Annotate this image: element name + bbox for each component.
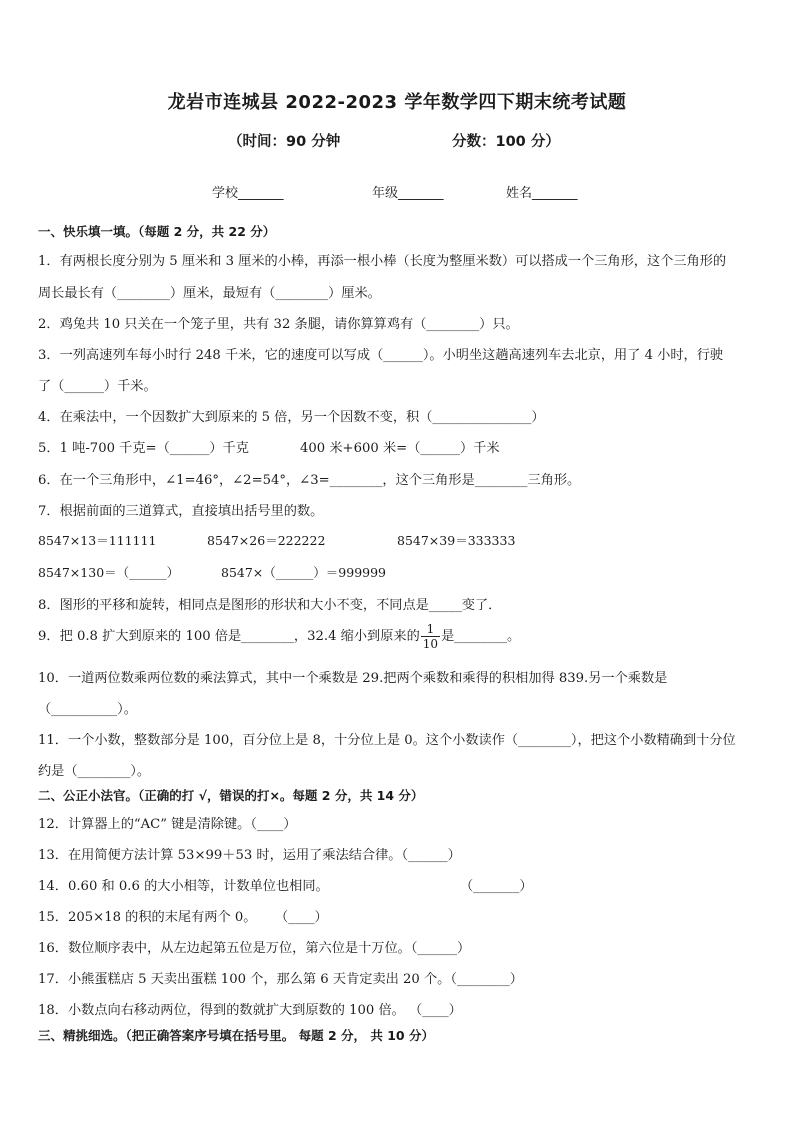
question-8: 8．图形的平移和旋转，相同点是图形的形状和大小不变，不同点是_____变了． [38,598,502,613]
question-7: 7．根据前面的三道算式，直接填出括号里的数。 [38,504,324,519]
question-6: 6．在一个三角形中，∠1=46°，∠2=54°，∠3=________，这个三角形是________三角形。 [38,473,581,488]
question-14: 14．0.60 和 0.6 的大小相等，计数单位也相同。 [38,879,329,894]
question-18: 18．小数点向右移动两位，得到的数就扩大到原数的 100 倍。 （____） [38,1003,462,1018]
fraction-one-tenth [421,622,440,651]
question-9-part-a: 9．把 0.8 扩大到原来的 100 倍是________，32.4 缩小到原来的 [38,629,420,644]
question-1-line-1: 1．有两根长度分别为 5 厘米和 3 厘米的小棒，再添一根小棒（长度为整厘米数）可以搭成一个三角形，这个三角形的 [38,254,727,269]
question-14-answer: （_______） [460,879,533,894]
exam-time: （时间：90 分钟 [228,134,341,150]
fraction-denominator: 10 [422,637,439,651]
question-15-answer: （____） [275,910,328,925]
question-7-eq-3: 8547×39＝333333 [397,533,516,548]
question-11-line-1: 11．一个小数，整数部分是 100，百分位上是 8，十分位上是 0。这个小数读作（________），把这个小数精确到十分位 [38,733,736,748]
question-10-line-2: （__________）。 [38,702,137,717]
section3-heading: 三、精挑细选。（把正确答案序号填在括号里。 每题 2 分， 共 10 分） [38,1028,434,1043]
question-7-eq-4: 8547×130＝（______） [38,565,180,580]
question-7-eq-2: 8547×26＝222222 [207,533,326,548]
question-4: 4．在乘法中，一个因数扩大到原来的 5 倍，另一个因数不变，积（_______________） [38,410,545,425]
question-11-line-2: 约是（________）。 [38,764,151,779]
exam-title: 龙岩市连城县 2022-2023 学年数学四下期末统考试题 [167,92,627,113]
section1-heading: 一、快乐填一填。（每题 2 分，共 22 分） [38,224,276,239]
question-2: 2．鸡兔共 10 只关在一个笼子里，共有 32 条腿，请你算算鸡有（________）只。 [38,317,519,332]
section2-heading: 二、公正小法官。（正确的打 √，错误的打×。每题 2 分，共 14 分） [38,788,424,803]
question-3-line-2: 了（______）千米。 [38,379,157,394]
question-3-line-1: 3．一列高速列车每小时行 248 千米，它的速度可以写成（______）。小明坐这趟高速列车去北京，用了 4 小时，行驶 [38,348,724,363]
question-17: 17．小熊蛋糕店 5 天卖出蛋糕 100 个，那么第 6 天肯定卖出 20 个。（________） [38,972,523,987]
question-12: 12．计算器上的“AC” 键是清除键。（____） [38,817,297,832]
question-10-line-1: 10．一道两位数乘两位数的乘法算式，其中一个乘数是 29.把两个乘数和乘得的积相加得 839.另一个乘数是 [38,671,668,686]
exam-score: 分数：100 分） [452,134,560,150]
question-7-eq-5: 8547×（______）＝999999 [221,565,387,580]
question-15: 15．205×18 的积的末尾有两个 0。 [38,910,257,925]
question-5-part-b: 400 米+600 米=（______）千米 [300,441,500,456]
question-9 [38,622,520,651]
fraction-numerator: 1 [421,622,440,637]
grade-field: 年级_______ [372,186,444,201]
name-field: 姓名_______ [506,186,578,201]
question-5-part-a: 5．1 吨-700 千克=（______）千克 [38,441,249,456]
question-13: 13．在用简便方法计算 53×99＋53 时，运用了乘法结合律。（______） [38,848,461,863]
question-7-eq-1: 8547×13＝111111 [38,533,157,548]
question-9-part-b: 是________。 [441,629,521,644]
question-16: 16．数位顺序表中，从左边起第五位是万位，第六位是十万位。（______） [38,941,471,956]
school-field: 学校_______ [212,186,284,201]
question-1-line-2: 周长最长有（________）厘米，最短有（________）厘米。 [38,286,381,301]
